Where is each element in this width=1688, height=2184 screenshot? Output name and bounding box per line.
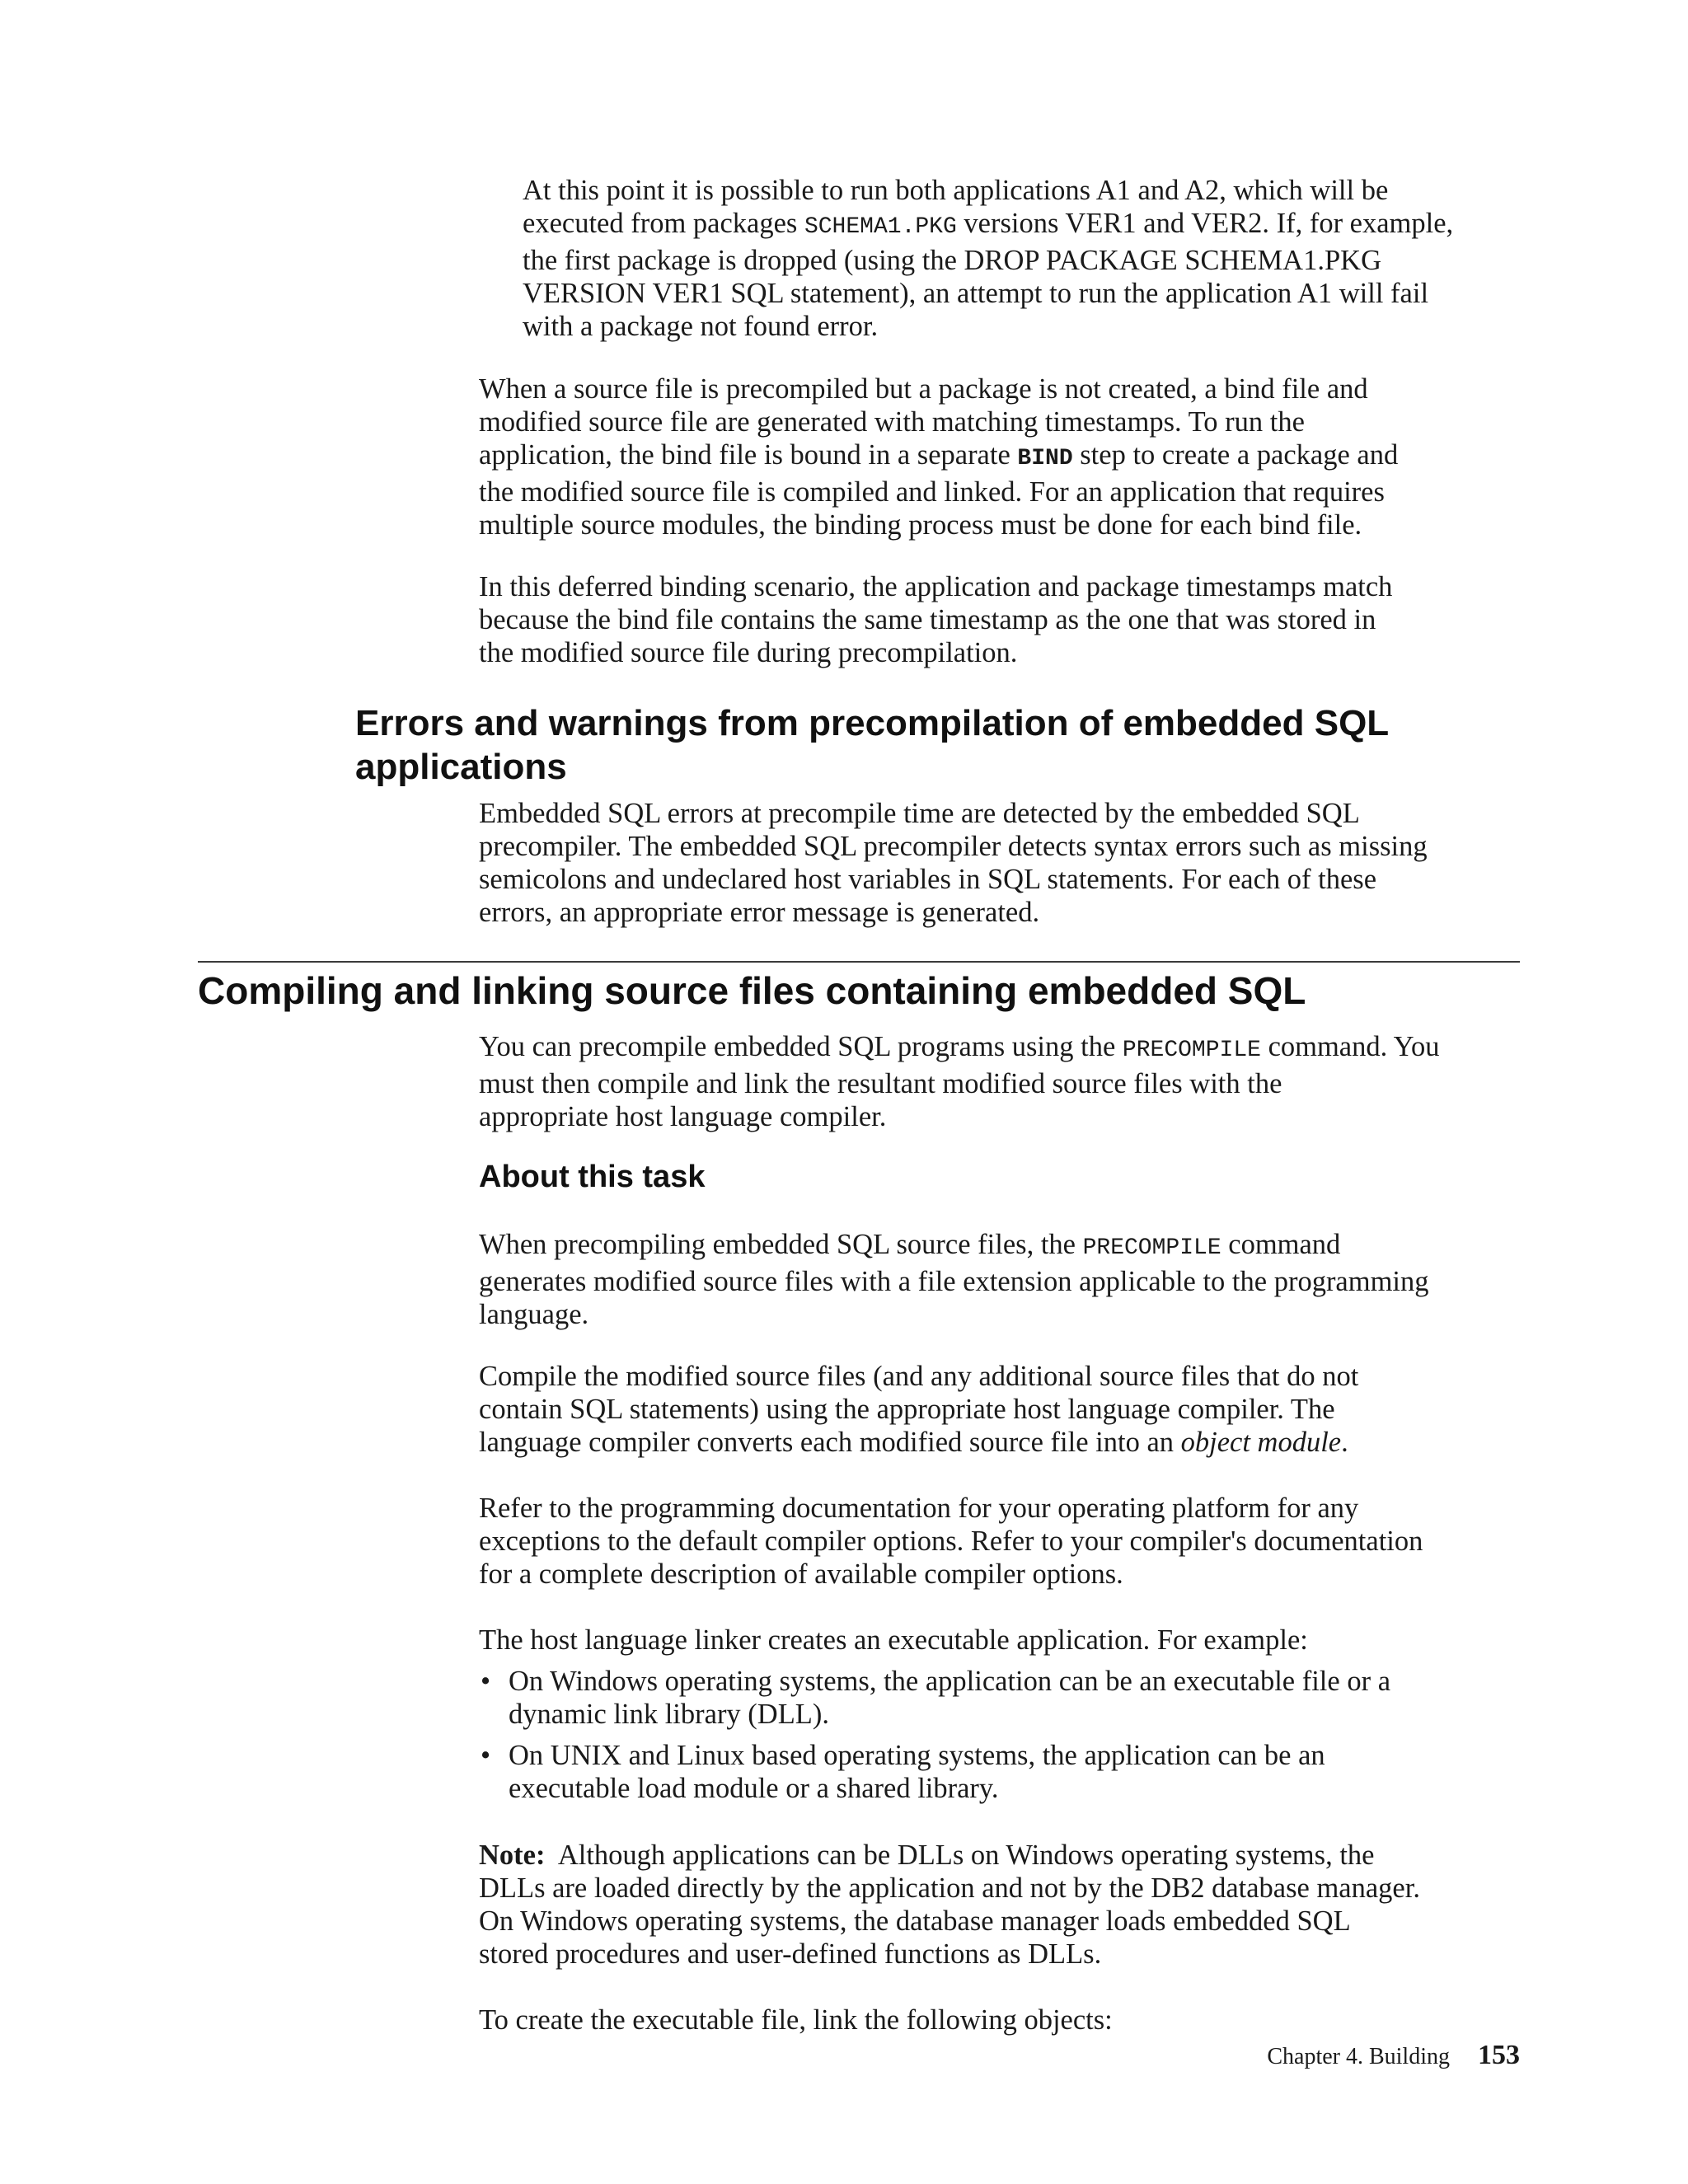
page-footer	[1267, 2039, 1520, 2074]
text-line: To create the executable file, link the following objects:	[479, 2004, 1113, 2036]
text-line: On Windows operating systems, the application can be an executable file or a	[509, 1666, 1391, 1697]
text-line: appropriate host language compiler.	[479, 1101, 887, 1132]
text-line: semicolons and undeclared host variables in SQL statements. For each of these	[479, 864, 1377, 895]
errors-paragraph	[479, 797, 1428, 929]
text-line: the modified source file is compiled and linked. For an application that requires	[479, 476, 1385, 508]
text-line: In this deferred binding scenario, the application and package timestamps match	[479, 571, 1393, 602]
errors-section-heading: Errors and warnings from precompilation of embedded SQL applications	[355, 703, 1390, 787]
text-line: the first package is dropped (using the DROP PACKAGE SCHEMA1.PKG	[523, 245, 1381, 276]
bullet-marker: •	[481, 1740, 491, 1771]
intro-paragraph	[523, 174, 1453, 343]
text-line: DLLs are loaded directly by the application and not by the DB2 database manager.	[479, 1872, 1420, 1904]
code-term: PRECOMPILE	[1082, 1235, 1221, 1261]
text-line: dynamic link library (DLL).	[509, 1699, 829, 1730]
bind-paragraph	[479, 373, 1398, 541]
text-line: language.	[479, 1299, 589, 1330]
text-line: You can precompile embedded SQL programs using the PRECOMPILE command. You	[479, 1031, 1440, 1063]
section-divider	[198, 961, 1520, 963]
list-item	[479, 1739, 1390, 1805]
text-line: must then compile and link the resultant modified source files with the	[479, 1068, 1282, 1099]
code-term: SCHEMA1.PKG	[804, 214, 957, 240]
text-line: When precompiling embedded SQL source files, the PRECOMPILE command	[479, 1229, 1341, 1261]
text-line: with a package not found error.	[523, 311, 879, 342]
text-line: for a complete description of available compiler options.	[479, 1558, 1123, 1590]
about-paragraph-2	[479, 1360, 1358, 1459]
text-line: executable load module or a shared library.	[509, 1773, 999, 1804]
text-line: language compiler converts each modified source file into an object module.	[479, 1427, 1348, 1458]
note-label: Note:	[479, 1840, 546, 1871]
text-line: Embedded SQL errors at precompile time are detected by the embedded SQL	[479, 798, 1360, 829]
text-line: application, the bind file is bound in a separate BIND step to create a package and	[479, 439, 1399, 471]
note-paragraph	[479, 1839, 1420, 1971]
text-line: because the bind file contains the same timestamp as the one that was stored in	[479, 604, 1376, 635]
text-line: Note: Although applications can be DLLs on Windows operating systems, the	[479, 1840, 1375, 1871]
code-term: PRECOMPILE	[1122, 1038, 1261, 1063]
text-line: When a source file is precompiled but a package is not created, a bind file and	[479, 373, 1368, 405]
text-line: Compile the modified source files (and any additional source files that do not	[479, 1361, 1359, 1392]
bullet-list	[479, 1665, 1390, 1805]
page-number: 153	[1478, 2040, 1520, 2070]
chapter-label: Chapter 4. Building	[1267, 2044, 1450, 2069]
text-line: modified source file are generated with matching timestamps. To run the	[479, 406, 1305, 438]
italic-term: object module	[1180, 1427, 1342, 1458]
about-task-heading: About this task	[479, 1160, 706, 1194]
text-line: exceptions to the default compiler options. Refer to your compiler's documentation	[479, 1526, 1423, 1557]
text-line: VERSION VER1 SQL statement), an attempt to run the application A1 will fail	[523, 278, 1429, 309]
text-line: stored procedures and user-defined functions as DLLs.	[479, 1938, 1102, 1970]
text-line: On UNIX and Linux based operating systems, the application can be an	[509, 1740, 1325, 1771]
bullet-marker: •	[481, 1666, 491, 1697]
text-line: Refer to the programming documentation for your operating platform for any	[479, 1493, 1359, 1524]
text-line: On Windows operating systems, the database manager loads embedded SQL	[479, 1905, 1351, 1937]
compiling-section-heading: Compiling and linking source files containing embedded SQL	[198, 969, 1306, 1012]
text-line: executed from packages SCHEMA1.PKG versions VER1 and VER2. If, for example,	[523, 208, 1454, 240]
text-line: errors, an appropriate error message is generated.	[479, 897, 1040, 928]
text-line: contain SQL statements) using the appropriate host language compiler. The	[479, 1394, 1335, 1425]
about-paragraph-1	[479, 1228, 1429, 1331]
last-paragraph	[479, 2004, 1113, 2036]
text-line: generates modified source files with a file extension applicable to the programming	[479, 1266, 1429, 1297]
text-line: The host language linker creates an executable application. For example:	[479, 1624, 1308, 1656]
about-paragraph-3	[479, 1492, 1423, 1591]
text-line: precompiler. The embedded SQL precompiler detects syntax errors such as missing	[479, 831, 1428, 862]
compiling-intro-paragraph	[479, 1030, 1440, 1133]
list-item	[479, 1665, 1390, 1731]
text-line: the modified source file during precompilation.	[479, 637, 1018, 668]
text-line: multiple source modules, the binding process must be done for each bind file.	[479, 509, 1362, 541]
text-line: At this point it is possible to run both applications A1 and A2, which will be	[523, 175, 1389, 206]
deferred-paragraph	[479, 570, 1392, 669]
code-term: BIND	[1017, 446, 1073, 471]
about-paragraph-4	[479, 1624, 1390, 1813]
